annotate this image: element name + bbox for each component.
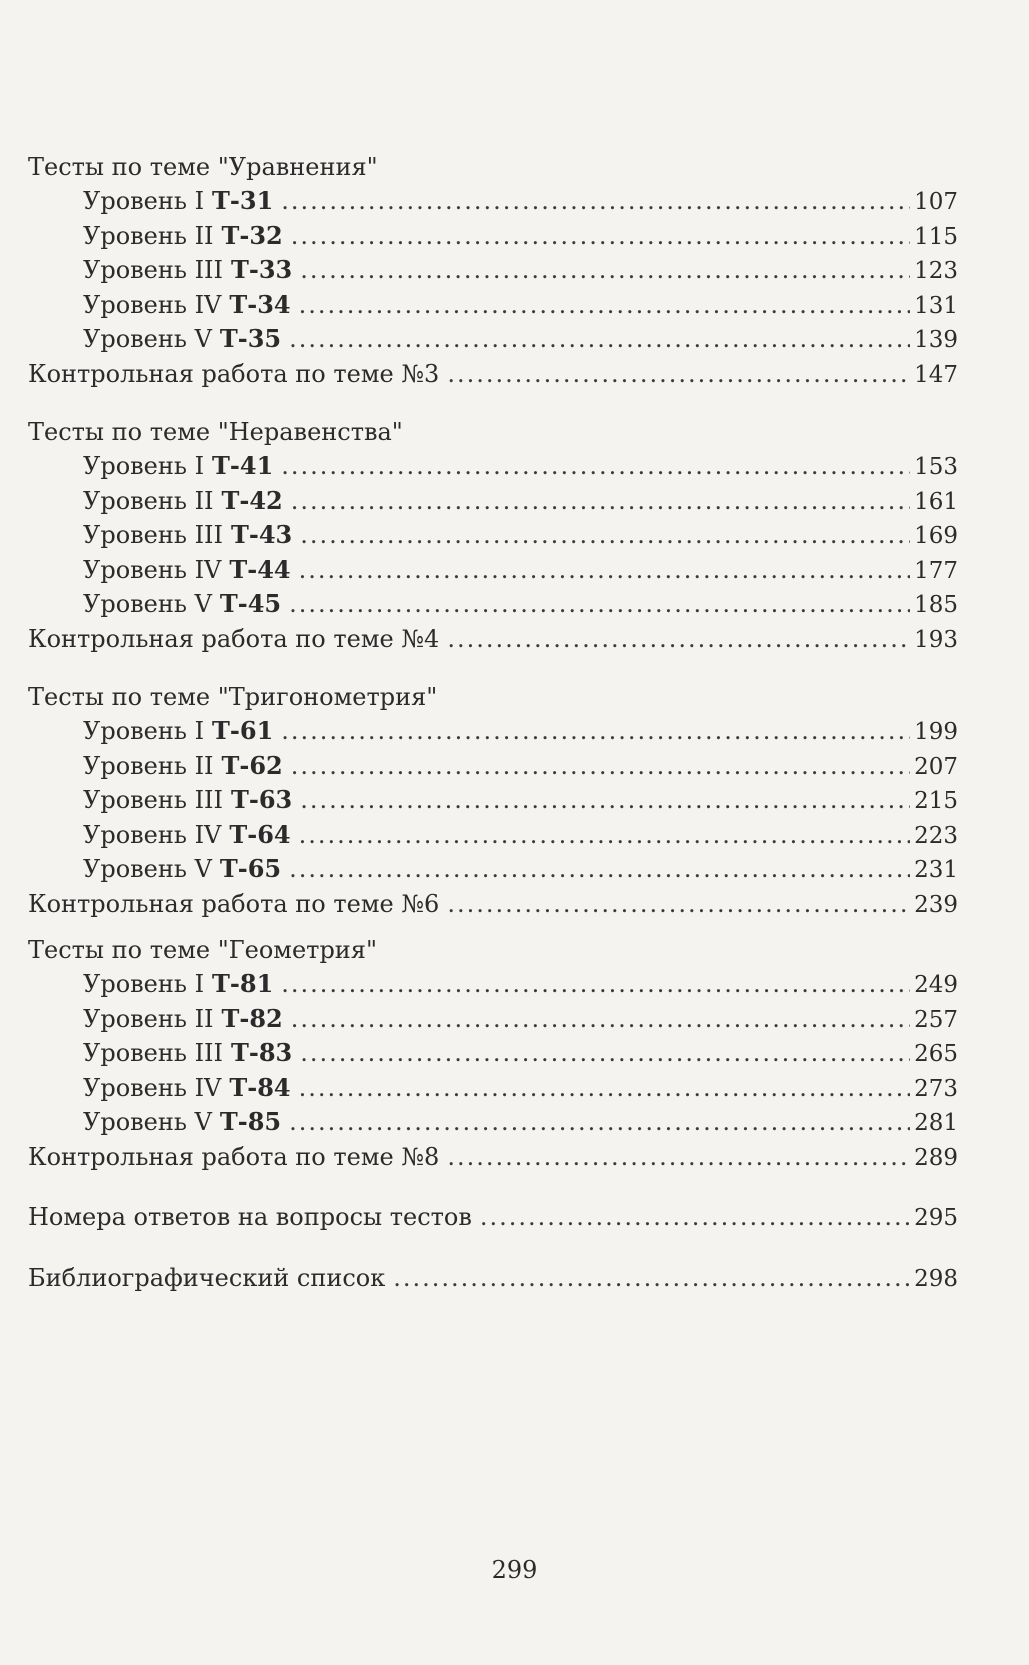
entry-page-number: 131 — [914, 292, 958, 319]
entry-page-number: 273 — [914, 1075, 958, 1102]
entry-label: Уровень II — [83, 751, 214, 780]
dot-leader — [299, 553, 911, 588]
entry-label: Уровень IV — [83, 555, 222, 584]
toc-entry-level[interactable] — [28, 852, 958, 887]
dot-leader — [300, 1036, 910, 1071]
entry-label: Уровень IV — [83, 1073, 222, 1102]
entry-page-number: 115 — [914, 223, 958, 250]
entry-code: Т-62 — [221, 750, 283, 780]
dot-leader — [299, 288, 911, 323]
toc-entry-level[interactable] — [28, 518, 958, 553]
entry-code: Т-85 — [219, 1107, 282, 1136]
entry-page-number: 207 — [914, 753, 958, 780]
toc-entry-bibliography[interactable] — [28, 1261, 958, 1296]
toc-entry-level[interactable] — [28, 1036, 958, 1071]
entry-code: Т-35 — [219, 324, 282, 353]
section-heading: Тесты по теме "Неравенства" — [28, 418, 403, 446]
entry-label: Библиографический список — [28, 1263, 386, 1292]
entry-page-number: 289 — [914, 1144, 958, 1171]
section-heading: Тесты по теме "Уравнения" — [28, 153, 378, 181]
entry-page-number: 295 — [914, 1205, 958, 1231]
dot-leader — [393, 1261, 910, 1296]
entry-label: Уровень III — [83, 521, 224, 549]
entry-page-number: 298 — [914, 1265, 958, 1292]
toc-entry-level[interactable] — [28, 818, 958, 853]
toc-entry-level[interactable] — [28, 967, 958, 1002]
entry-page-number: 281 — [914, 1110, 958, 1136]
toc-section-trigonometry — [28, 680, 958, 921]
section-heading: Тесты по теме "Тригонометрия" — [28, 683, 438, 711]
table-of-contents — [28, 150, 958, 1295]
entry-code: Т-65 — [219, 854, 282, 883]
dot-leader — [291, 1002, 910, 1037]
entry-page-number: 199 — [914, 719, 958, 745]
dot-leader — [447, 357, 910, 392]
entry-page-number: 123 — [914, 258, 958, 284]
entry-code: Т-31 — [212, 186, 274, 215]
entry-page-number: 223 — [914, 822, 958, 849]
dot-leader — [447, 1140, 910, 1175]
entry-label: Номера ответов на вопросы тестов — [28, 1203, 472, 1231]
entry-label: Уровень V — [83, 1108, 212, 1136]
entry-label: Уровень V — [83, 325, 212, 353]
entry-code: Т-64 — [229, 819, 291, 849]
entry-code: Т-41 — [212, 451, 274, 480]
dot-leader — [289, 587, 910, 622]
toc-entry-control-work[interactable] — [28, 1140, 958, 1175]
entry-code: Т-81 — [212, 969, 274, 998]
dot-leader — [289, 852, 910, 887]
entry-label: Уровень IV — [83, 820, 222, 849]
entry-page-number: 257 — [914, 1006, 958, 1033]
entry-label: Уровень III — [83, 256, 224, 284]
toc-entry-level[interactable] — [28, 553, 958, 588]
entry-code: Т-82 — [221, 1003, 283, 1033]
entry-label: Уровень II — [83, 1004, 214, 1033]
toc-entry-level[interactable] — [28, 288, 958, 323]
entry-code: Т-45 — [219, 589, 282, 618]
dot-leader — [300, 783, 910, 818]
entry-page-number: 107 — [914, 189, 958, 215]
entry-label: Уровень II — [83, 486, 214, 515]
entry-label: Контрольная работа по теме №6 — [28, 889, 440, 918]
entry-label: Уровень IV — [83, 290, 222, 319]
toc-entry-control-work[interactable] — [28, 887, 958, 922]
entry-page-number: 147 — [914, 361, 958, 388]
section-heading: Тесты по теме "Геометрия" — [28, 936, 377, 964]
page-number: 299 — [491, 1556, 538, 1584]
dot-leader — [299, 818, 911, 853]
entry-page-number: 231 — [914, 857, 958, 883]
entry-label: Уровень V — [83, 590, 212, 618]
entry-label: Уровень III — [83, 786, 224, 814]
entry-label: Уровень V — [83, 855, 212, 883]
dot-leader — [281, 449, 910, 484]
dot-leader — [300, 253, 910, 288]
dot-leader — [281, 967, 910, 1002]
dot-leader — [289, 322, 910, 357]
entry-page-number: 169 — [914, 523, 958, 549]
entry-code: Т-32 — [221, 220, 283, 250]
toc-entry-level[interactable] — [28, 219, 958, 254]
toc-entry-level[interactable] — [28, 322, 958, 357]
entry-label: Уровень I — [83, 187, 205, 215]
entry-label: Контрольная работа по теме №4 — [28, 624, 440, 653]
entry-code: Т-33 — [231, 255, 293, 284]
dot-leader — [281, 184, 910, 219]
entry-code: Т-43 — [231, 520, 293, 549]
toc-section-equations — [28, 150, 958, 391]
entry-label: Уровень I — [83, 970, 205, 998]
toc-entry-level[interactable] — [28, 253, 958, 288]
dot-leader — [480, 1200, 910, 1235]
toc-entry-level[interactable] — [28, 749, 958, 784]
entry-label: Контрольная работа по теме №3 — [28, 359, 440, 388]
entry-page-number: 177 — [914, 557, 958, 584]
dot-leader — [289, 1105, 910, 1140]
entry-page-number: 185 — [914, 592, 958, 618]
toc-entry-level[interactable] — [28, 783, 958, 818]
entry-page-number: 139 — [914, 327, 958, 353]
toc-entry-level[interactable] — [28, 484, 958, 519]
dot-leader — [447, 887, 910, 922]
entry-page-number: 239 — [914, 891, 958, 918]
toc-entry-level[interactable] — [28, 184, 958, 219]
entry-label: Уровень I — [83, 717, 205, 745]
toc-entry-level[interactable] — [28, 449, 958, 484]
dot-leader — [299, 1071, 911, 1106]
entry-label: Уровень II — [83, 221, 214, 250]
toc-entry-control-work[interactable] — [28, 357, 958, 392]
dot-leader — [300, 518, 910, 553]
toc-entry-answers[interactable] — [28, 1200, 958, 1235]
entry-code: Т-84 — [229, 1072, 291, 1102]
entry-label: Уровень I — [83, 452, 205, 480]
dot-leader — [281, 714, 910, 749]
entry-code: Т-42 — [221, 485, 283, 515]
entry-page-number: 249 — [914, 972, 958, 998]
toc-entry-level[interactable] — [28, 1071, 958, 1106]
entry-label: Контрольная работа по теме №8 — [28, 1142, 440, 1171]
dot-leader — [291, 484, 910, 519]
dot-leader — [447, 622, 910, 657]
toc-entry-level[interactable] — [28, 1105, 958, 1140]
entry-code: Т-83 — [231, 1038, 293, 1067]
entry-page-number: 193 — [914, 626, 958, 653]
entry-page-number: 265 — [914, 1041, 958, 1067]
entry-code: Т-34 — [229, 289, 291, 319]
toc-entry-level[interactable] — [28, 714, 958, 749]
toc-section-inequalities — [28, 415, 958, 656]
entry-label: Уровень III — [83, 1039, 224, 1067]
entry-page-number: 215 — [914, 788, 958, 814]
entry-page-number: 161 — [914, 488, 958, 515]
toc-section-geometry — [28, 933, 958, 1174]
dot-leader — [291, 749, 910, 784]
toc-entry-control-work[interactable] — [28, 622, 958, 657]
toc-entry-level[interactable] — [28, 587, 958, 622]
entry-page-number: 153 — [914, 454, 958, 480]
toc-entry-level[interactable] — [28, 1002, 958, 1037]
entry-code: Т-61 — [212, 716, 274, 745]
entry-code: Т-63 — [231, 785, 293, 814]
entry-code: Т-44 — [229, 554, 291, 584]
dot-leader — [291, 219, 910, 254]
